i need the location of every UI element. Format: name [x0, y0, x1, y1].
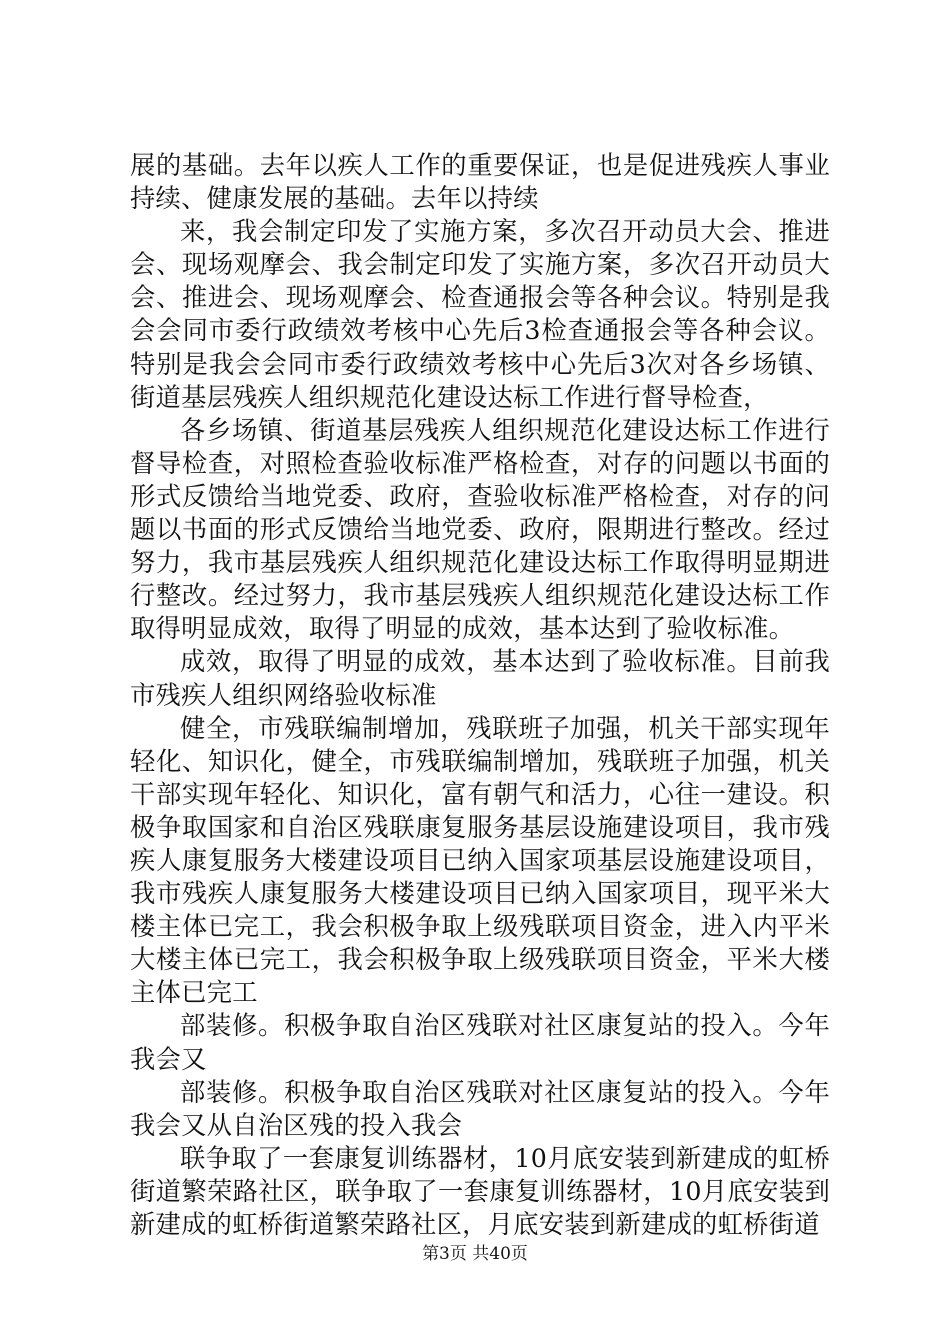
- paragraph-7: 部装修。积极争取自治区残联对社区康复站的投入。今年我会又从自治区残的投入我会: [130, 1077, 830, 1140]
- paragraph-2: 来，我会制定印发了实施方案，多次召开动员大会、推进会、现场观摩会、我会制定印发了实施方案，多次召开动员大会、推进会、现场观摩会、检查通报会等各种会议。特别是我会会同市委行政绩效考核中心先后3检查通报会等各种会议。特别是我会会同市委行政绩效考核中心先后3次对各乡场镇、街道基层残疾人组织规范化建设达标工作进行督导检查，: [130, 217, 830, 412]
- page-number-footer: 第3页 共40页: [422, 1244, 528, 1264]
- paragraph-1: 展的基础。去年以疾人工作的重要保证，也是促进残疾人事业持续、健康发展的基础。去年以持续: [130, 151, 830, 214]
- paragraph-5: 健全，市残联编制增加，残联班子加强，机关干部实现年轻化、知识化，健全，市残联编制增加，残联班子加强，机关干部实现年轻化、知识化，富有朝气和活力，心往一建设。积极争取国家和自治区残联康复服务基层设施建设项目，我市残疾人康复服务大楼建设项目已纳入国家项基层设施建设项目，我市残疾人康复服务大楼建设项目已纳入国家项目，现平米大楼主体已完工，我会积极争取上级残联项目资金，进入内平米大楼主体已完工，我会积极争取上级残联项目资金，平米大楼主体已完工: [130, 713, 830, 1008]
- body-text: [130, 149, 830, 1241]
- paragraph-6: 部装修。积极争取自治区残联对社区康复站的投入。今年我会又: [130, 1011, 830, 1074]
- paragraph-3: 各乡场镇、街道基层残疾人组织规范化建设达标工作进行督导检查，对照检查验收标准严格检查，对存的问题以书面的形式反馈给当地党委、政府，查验收标准严格检查，对存的问题以书面的形式反馈给当地党委、政府，限期进行整改。经过努力，我市基层残疾人组织规范化建设达标工作取得明显期进行整改。经过努力，我市基层残疾人组织规范化建设达标工作取得明显成效，取得了明显的成效，基本达到了验收标准。: [130, 415, 830, 644]
- paragraph-4: 成效，取得了明显的成效，基本达到了验收标准。目前我市残疾人组织网络验收标准: [130, 647, 830, 710]
- paragraph-8: 联争取了一套康复训练器材，10月底安装到新建成的虹桥街道繁荣路社区，联争取了一套康复训练器材，10月底安装到新建成的虹桥街道繁荣路社区，月底安装到新建成的虹桥街道: [130, 1143, 830, 1239]
